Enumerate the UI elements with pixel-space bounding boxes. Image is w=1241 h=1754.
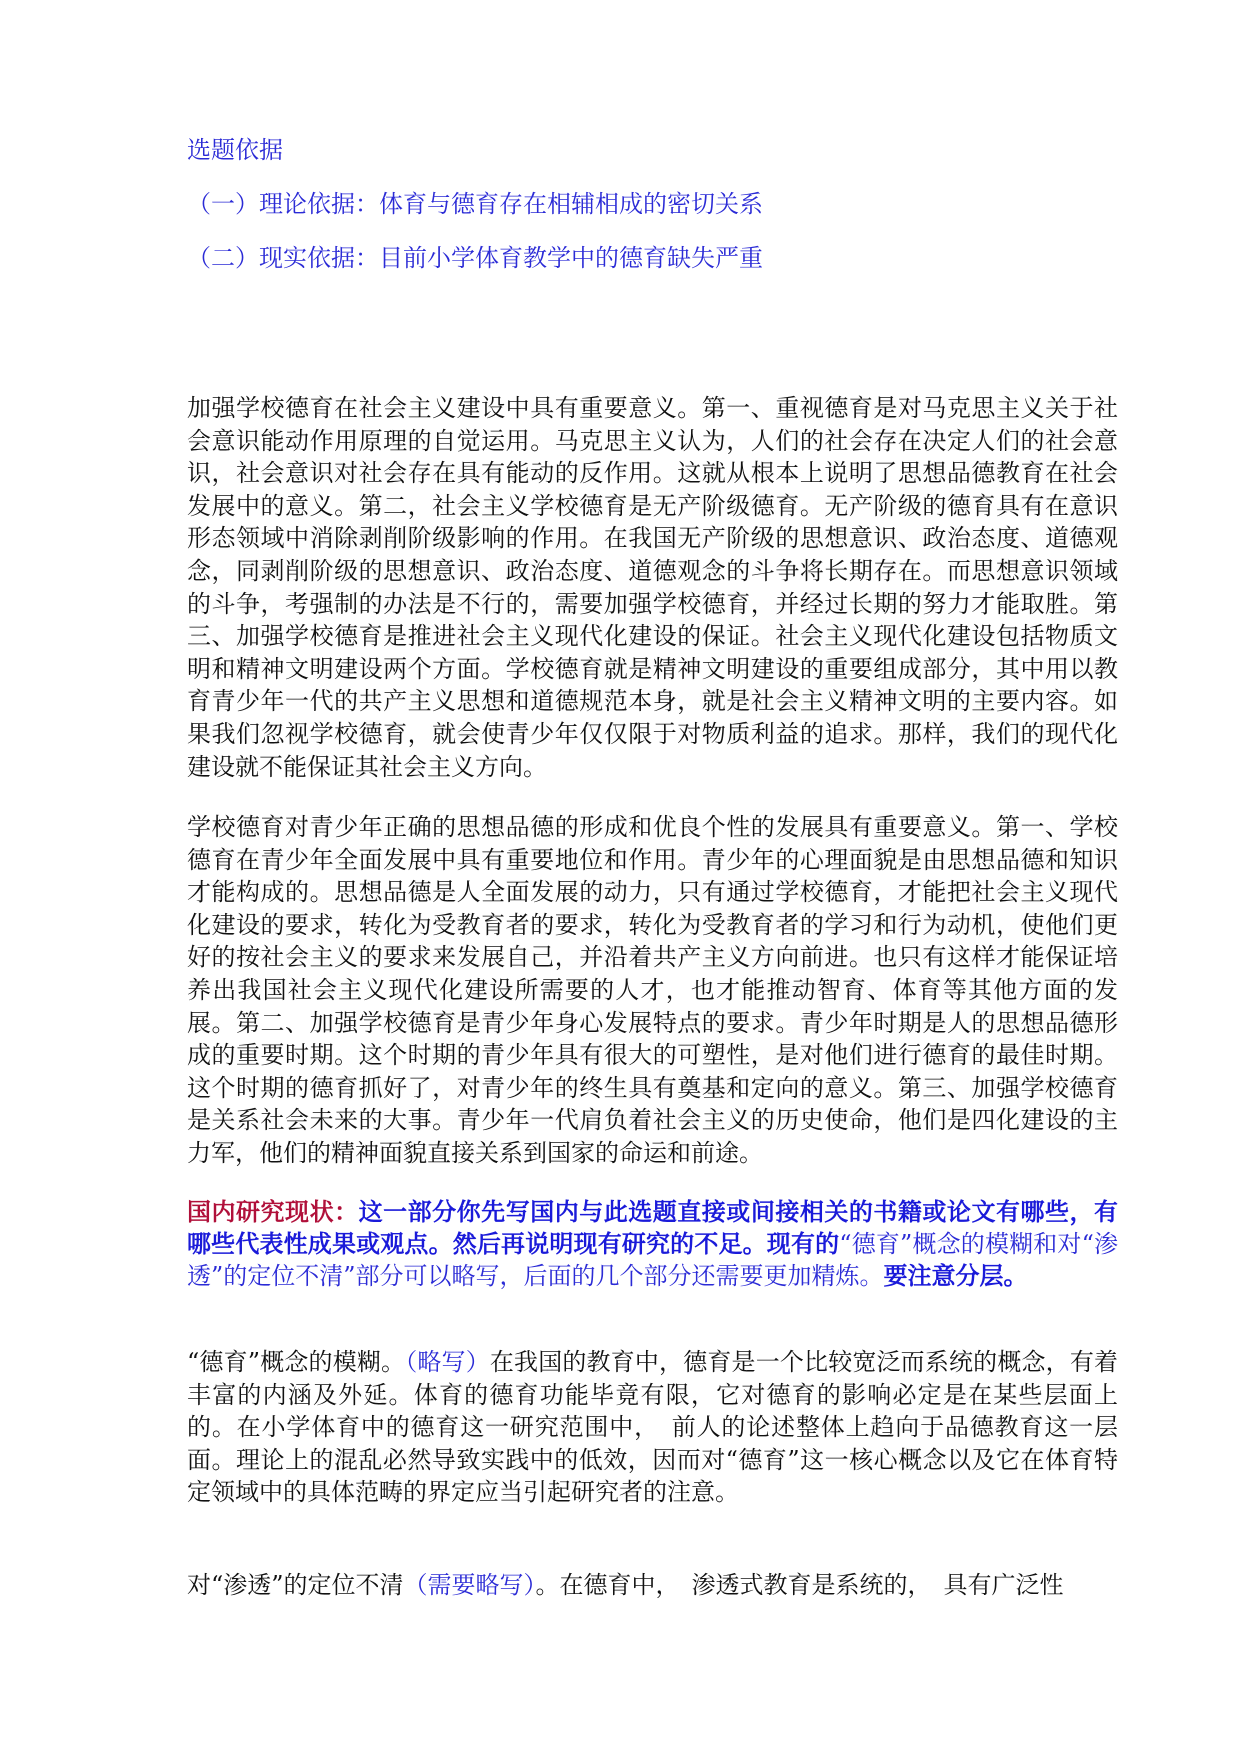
permeate-body: 。在德育中， 渗透式教育是系统的， 具有广泛性: [535, 1571, 1064, 1599]
moral-concept-body: 在我国的教育中，德育是一个比较宽泛而系统的概念，有着丰富的内涵及外延。体育的德育功能毕竟有限，它对德育的影响必定是在某些层面上的。在小学体育中的德育这一研究范围中， 前人的论述整体上趋向于品德教育这一层面。理论上的混乱必然导致实践中的低效，因而对“德育”这一核心概念以及它在体育特定领域中的具体范畴的界定应当引起研究者的注意。: [187, 1348, 1119, 1507]
paragraph-permeate: [187, 1569, 1118, 1602]
permeate-note: （需要略写）: [403, 1571, 536, 1599]
research-status-instruction: 这一部分你先写国内与此选题直接或间接相关的书籍或论文有哪些，有哪些代表性成果或观点。然后再说明现有研究的不足。现有的: [187, 1197, 1119, 1258]
paragraph-youth: 学校德育对青少年正确的思想品德的形成和优良个性的发展具有重要意义。第一、学校德育在青少年全面发展中具有重要地位和作用。青少年的心理面貌是由思想品德和知识才能构成的。思想品德是人全面发展的动力，只有通过学校德育，才能把社会主义现代化建设的要求，转化为受教育者的要求，转化为受教育者的学习和行为动机，使他们更好的按社会主义的要求来发展自己，并沿着共产主义方向前进。也只有这样才能保证培养出我国社会主义现代化建设所需要的人才，也才能推动智育、体育等其他方面的发展。第二、加强学校德育是青少年身心发展特点的要求。青少年时期是人的思想品德形成的重要时期。这个时期的青少年具有很大的可塑性，是对他们进行德育的最佳时期。这个时期的德育抓好了，对青少年的终生具有奠基和定向的意义。第三、加强学校德育是关系社会未来的大事。青少年一代肩负着社会主义的历史使命，他们是四化建设的主力军，他们的精神面貌直接关系到国家的命运和前途。: [187, 813, 1118, 1167]
paragraph-research-status: [187, 1196, 1118, 1292]
research-status-layering: 要注意分层。: [883, 1261, 1028, 1290]
permeate-lead: 对“渗透”的定位不清: [187, 1571, 404, 1599]
paragraph-moral-concept: [187, 1346, 1118, 1509]
moral-concept-lead: “德育”概念的模糊。: [187, 1348, 406, 1376]
research-status-note: “德育”概念的模糊和对“渗透”的定位不清”部分可以略写，后面的几个部分还需要更加精炼。: [187, 1230, 1119, 1290]
paragraph-intro: 加强学校德育在社会主义建设中具有重要意义。第一、重视德育是对马克思主义关于社会意识能动作用原理的自觉运用。马克思主义认为，人们的社会存在决定人们的社会意识，社会意识对社会存在具有能动的反作用。这就从根本上说明了思想品德教育在社会发展中的意义。第二，社会主义学校德育是无产阶级德育。无产阶级的德育具有在意识形态领域中消除剥削阶级影响的作用。在我国无产阶级的思想意识、政治态度、道德观念，同剥削阶级的思想意识、政治态度、道德观念的斗争将长期存在。而思想意识领域的斗争，考强制的办法是不行的，需要加强学校德育，并经过长期的努力才能取胜。第三、加强学校德育是推进社会主义现代化建设的保证。社会主义现代化建设包括物质文明和精神文明建设两个方面。学校德育就是精神文明建设的重要组成部分，其中用以教育青少年一代的共产主义思想和道德规范本身，就是社会主义精神文明的主要内容。如果我们忽视学校德育，就会使青少年仅仅限于对物质利益的追求。那样，我们的现代化建设就不能保证其社会主义方向。: [187, 394, 1118, 781]
moral-concept-note: （略写）: [405, 1348, 490, 1376]
heading-theory-basis: （一）理论依据：体育与德育存在相辅相成的密切关系: [187, 190, 763, 218]
research-status-label: 国内研究现状：: [187, 1197, 359, 1226]
heading-topic-basis: 选题依据: [187, 136, 283, 164]
heading-practice-basis: （二）现实依据：目前小学体育教学中的德育缺失严重: [187, 244, 763, 272]
